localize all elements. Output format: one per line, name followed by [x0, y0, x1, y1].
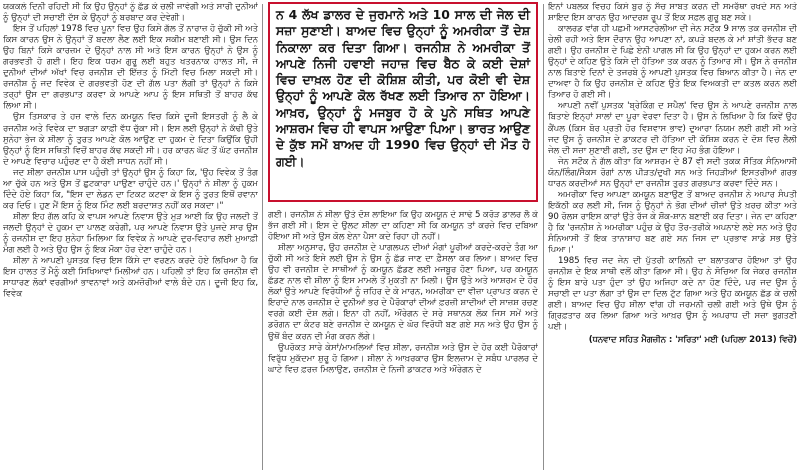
paragraph: ਇਸ ਤੋਂ ਪਹਿਲਾਂ 1978 ਵਿਚ ਪੂਨਾ ਵਿਚ ਉਹ ਕਿਸੇ ਗੱਲ ਤੋਂ ਨਾਰਾਜ਼ ਹੋ ਚੁੱਕੀ ਸੀ ਅਤੇ ਕਿਸ ਕਾਰਨ ਉਸ ਨੇ ਉਨ੍ਹਾਂ ਤੋਂ ਬਦਲਾ ਲੈਣ ਲਈ ਇਕ ਸਕੀਮ ਬਣਾਈ ਸੀ। ਉਸ ਦਿਨ ਉਹ ਬਿਨਾਂ ਕਿਸੇ ਕਾਰਜ਼ਮ ਦੇ ਉਨ੍ਹਾਂ ਨਾਲ ਸੀ ਅਤੇ ਇਸ ਕਾਰਨ ਉਨ੍ਹਾਂ ਨੇ ਉਸ ਨੂੰ ਗਰਭਵਤੀ ਹੋ ਗਈ। ਇਹ ਇਕ ਧਰਮ ਗੁਰੂ ਲਈ ਬਹੁਤ ਖਤਰਨਾਕ ਹਾਲਤ ਸੀ, ਜੇ ਦੁਨੀਆਂ ਦੀਆਂ ਅੱਖਾਂ ਵਿਚ ਰਜਨੀਸ਼ ਦੀ ਇੱਜ਼ਤ ਨੂੰ ਮਿੱਟੀ ਵਿਚ ਮਿਲਾ ਸਕਦੀ ਸੀ। ਰਜਨੀਸ਼ ਨੂੰ ਜਦ ਵਿਵੇਕ ਦੇ ਗਰਭਵਤੀ ਹੋਣ ਦੀ ਗੱਲ ਪਤਾ ਲੱਗੀ ਤਾਂ ਉਨ੍ਹਾਂ ਨੇ ਕਿਸੇ ਤਰ੍ਹਾਂ ਉਸ ਦਾ ਗਰਭਪਾਤ ਕਰਵਾ ਕੇ ਆਪਣੇ ਆਪ ਨੂੰ ਇਸ ਸਥਿਤੀ ਤੋਂ ਬਾਹਰ ਕੱਢ ਲਿਆ ਸੀ। — [3, 24, 258, 112]
highlight-box — [268, 2, 538, 202]
highlight-text: ਨ 4 ਲੱਖ ਡਾਲਰ ਦੇ ਜੁਰਮਾਨੇ ਅਤੇ 10 ਸਾਲ ਦੀ ਜੇਲ ਦੀ ਸਜ਼ਾ ਸੁਣਾਈ। ਬਾਅਦ ਵਿਚ ਉਨ੍ਹਾਂ ਨੂੰ ਅਮਰੀਕਾ ਤੋਂ ਦੇਸ਼ ਨਿਕਾਲਾ ਕਰ ਦਿਤਾ ਗਿਆ। ਰਜਨੀਸ਼ ਨੇ ਅਮਰੀਕਾ ਤੋਂ ਆਪਣੇ ਨਿਜੀ ਹਵਾਈ ਜਹਾਜ਼ ਵਿਚ ਬੈਠ ਕੇ ਕਈ ਦੇਸ਼ਾਂ ਵਿਚ ਦਾਖ਼ਲ ਹੋਣ ਦੀ ਕੋਸ਼ਿਸ਼ ਕੀਤੀ, ਪਰ ਕੋਈ ਵੀ ਦੇਸ਼ ਉਨ੍ਹਾਂ ਨੂੰ ਆਪਣੇ ਕੋਲ ਰੱਖਣ ਲਈ ਤਿਆਰ ਨਾ ਹੋਇਆ। ਆਖ਼ਰ, ਉਨ੍ਹਾਂ ਨੂੰ ਮਜਬੂਰ ਹੋ ਕੇ ਪੂਨੇ ਸਥਿਤ ਆਪਣੇ ਆਸ਼ਰਮ ਵਿਚ ਹੀ ਵਾਪਸ ਆਉਣਾ ਪਿਆ। ਭਾਰਤ ਆਉਣ ਦੇ ਕੁੱਝ ਸਮੇਂ ਬਾਅਦ ਹੀ 1990 ਵਿਚ ਉਨ੍ਹਾਂ ਦੀ ਮੌਤ ਹੋ ਗਈ। — [276, 7, 530, 169]
column-divider — [543, 4, 544, 470]
paragraph: ਸ਼ੀਲਾ ਨੇ ਆਪਣੀ ਪੁਸਤਕ ਵਿਚ ਇਸ ਕਿੱਸੇ ਦਾ ਵਰਣਨ ਕਰਦੇ ਹੋਏ ਲਿਖਿਆ ਹੈ ਕਿ ਇਸ ਹਾਲਤ ਤੋਂ ਮੈਨੂੰ ਕਈ ਸਿਖਿਆਵਾਂ ਮਿਲੀਆਂ ਹਨ। ਪਹਿਲੀ ਤਾਂ ਇਹ ਕਿ ਰਜਨੀਸ਼ ਵੀ ਸਾਧਾਰਣ ਲੋਕਾਂ ਵਰਗੀਆਂ ਭਾਵਨਾਵਾਂ ਅਤੇ ਕਮਜ਼ੋਰੀਆਂ ਵਾਲੇ ਬੰਦੇ ਹਨ। ਦੂਜੀ ਇਹ ਕਿ, ਵਿਵੇਕ — [3, 256, 258, 300]
paragraph: ਉਪਰੋਕਤ ਸਾਰੇ ਕੇਸਾਂ/ਮਾਮਲਿਆਂ ਵਿਚ ਸ਼ੀਲਾ, ਰਜਨੀਸ਼ ਅਤੇ ਉਸ ਦੇ ਹੋਰ ਕਈ ਪੈਰੋਕਾਰਾਂ ਵਿਰੁੱਧ ਮੁਕੱਦਮਾ ਸ਼ੁਰੂ ਹੋ ਗਿਆ। ਸ਼ੀਲਾ ਨੇ ਆਖ਼ਰਕਾਰ ਉਸ ਇਲਜ਼ਾਮ ਦੇ ਸਬੰਧ ਪਾਰਲਰ ਦੇ ਘਾਟੇ ਵਿਚ ਫ਼ਰਜ਼ ਮਿਲਾਉਣ, ਰਜਨੀਸ਼ ਦੇ ਨਿਜੀ ਡਾਕਟਰ ਅਤੇ ਔਰੇਗਨ ਦੇ — [268, 342, 538, 375]
paragraph: ਗਈ। ਰਜਨੀਸ਼ ਨੇ ਸ਼ੀਲਾ ਉਤੇ ਦੋਸ਼ ਲਾਇਆ ਕਿ ਉਹ ਕਮਯੂਨ ਦੇ ਸਾਢੇ 5 ਕਰੋੜ ਡਾਲਰ ਲੈ ਕੇ ਭੱਜ ਗਈ ਸੀ। ਇਸ ਦੇ ਉਲਟ ਸ਼ੀਲਾ ਦਾ ਕਹਿਣਾ ਸੀ ਕਿ ਕਮਯੂਨ ਤਾਂ ਕਰਜ਼ੇ ਵਿਚ ਦਬਿਆ ਹੋਇਆ ਸੀ ਅਤੇ ਉਸ ਕੋਲ ਏਨਾ ਪੈਸਾ ਕਦੇ ਰਿਹਾ ਹੀ ਨਹੀਂ। — [268, 210, 538, 243]
paragraph: ਸ਼ੀਲਾ ਅਨੁਸਾਰ, ਉਹ ਰਜਨੀਸ਼ ਦੇ ਪਾਗਲਪਨ ਦੀਆਂ ਮੰਗਾਂ ਪੂਰੀਆਂ ਕਰਦੇ-ਕਰਦੇ ਤੰਗ ਆ ਚੁੱਕੀ ਸੀ ਅਤੇ ਇਸੇ ਲਈ ਉਸ ਨੇ ਉਸ ਨੂੰ ਛੱਡ ਜਾਣ ਦਾ ਫ਼ੈਸਲਾ ਕਰ ਲਿਆ। ਬਾਅਦ ਵਿਚ ਉਹ ਵੀ ਰਜਨੀਸ਼ ਦੇ ਸਾਥੀਆਂ ਨੂੰ ਕਮਯੂਨ ਛੱਡਣ ਲਈ ਮਜਬੂਰ ਹੋਣਾ ਪਿਆ, ਪਰ ਕਮਯੂਨ ਛੱਡਣ ਨਾਲ ਵੀ ਸ਼ੀਲਾ ਨੂੰ ਇਸ ਮਾਮਲੇ ਤੋਂ ਮੁਕਤੀ ਨਾ ਮਿਲੀ। ਉਸ ਉਤੇ ਅਤੇ ਆਸ਼ਰਮ ਦੇ ਹੋਰ ਲੋਕਾਂ ਉਤੇ ਆਪਣੇ ਵਿਰੋਧੀਆਂ ਨੂੰ ਜ਼ਹਿਰ ਦੇ ਕੇ ਮਾਰਨ, ਅਮਰੀਕਾ ਦਾ ਵੀਜ਼ਾ ਪ੍ਰਾਪਤ ਕਰਨ ਦੇ ਇਰਾਦੇ ਨਾਲ ਰਜਨੀਸ਼ ਦੇ ਦੁਨੀਆਂ ਭਰ ਦੇ ਪੈਰੋਕਾਰਾਂ ਦੀਆਂ ਫ਼ਰਜ਼ੀ ਸ਼ਾਦੀਆਂ ਦੀ ਸਾਜ਼ਸ਼ ਰਚਣ ਵਰਗੇ ਕਈ ਦੋਸ਼ ਲਗੇ। ਇਨਾ ਹੀ ਨਹੀਂ, ਔਰੇਗਨ ਦੇ ਸਰੇ ਸਥਾਨਕ ਲੋਕ ਜਿਸ ਸਮੇਂ ਅਤੇ ਡਰੋਗਨ ਦਾ ਕੰਟਰ ਬਣੇ ਰਜਨੀਸ਼ ਦੇ ਕਮਯੂਨ ਦੇ ਘੋਰ ਵਿਰੋਧੀ ਬਣ ਗਏ ਸਨ ਅਤੇ ਉਹ ਉਸ ਨੂੰ ਉਥੋਂ ਬੰਦ ਕਰਨ ਦੀ ਮੰਗ ਕਰਨ ਲੱਗੇ। — [268, 243, 538, 342]
article-column-middle — [268, 210, 538, 471]
paragraph: 1985 ਵਿਚ ਜਦ ਜੇਨ ਦੀ ਪੁੱਤਰੀ ਕਾਲਿਨੀ ਦਾ ਬਲਾਤਕਾਰ ਹੋਇਆ ਤਾਂ ਉਹ ਰਜਨੀਸ਼ ਦੇ ਇਕ ਸਾਥੀ ਵਲੋਂ ਕੀਤਾ ਗਿਆ ਸੀ। ਉਹ ਨੇ ਸੋਚਿਆ ਕਿ ਜੇਕਰ ਰਜਨੀਸ਼ ਨੂੰ ਇਸ ਬਾਰੇ ਪਤਾ ਹੁੰਦਾ ਤਾਂ ਉਹ ਅਜਿਹਾ ਕਦੇ ਨਾ ਹੋਣ ਦਿੰਦੇ, ਪਰ ਜਦ ਉਸ ਨੂੰ ਸਚਾਈ ਦਾ ਪਤਾ ਲੱਗਾ ਤਾਂ ਉਸ ਦਾ ਦਿਲ ਟੁੱਟ ਗਿਆ ਅਤੇ ਉਹ ਕਮਯੂਨ ਛੱਡ ਕੇ ਚਲੀ ਗਈ। ਬਾਅਦ ਵਿਚ ਉਹ ਸ਼ੀਲਾ ਵਾਂਗ ਹੀ ਜਰਮਨੀ ਚਲੀ ਗਈ ਅਤੇ ਉਥੇ ਉਸ ਨੂੰ ਗ੍ਰਿਫ਼ਤਾਰ ਕਰ ਲਿਆ ਗਿਆ ਅਤੇ ਆਖ਼ਰ ਉਸ ਨੂੰ ਅਪਰਾਧ ਦੀ ਸਜ਼ਾ ਭੁਗਤਣੀ ਪਈ। — [548, 256, 797, 333]
article-column-left — [3, 2, 258, 472]
source-credit: (ਧਨਵਾਦ ਸਹਿਤ ਮੈਗਜ਼ੀਨ : 'ਸਰਿਤਾ' ਮਈ (ਪਹਿਲਾ 2013) ਵਿਚੋਂ) — [588, 335, 797, 346]
paragraph: ਕਾਲਰਡ ਵਾਂਗ ਹੀ ਪਛਮੀ ਆਸਟਰੇਲੀਆ ਦੀ ਜੇਨ ਸਟੌਕ 9 ਸਾਲ ਤਕ ਰਜਨੀਸ਼ ਦੀ ਚੇਲੀ ਰਹੀ ਅਤੇ ਇਸ ਦੌਰਾਨ ਉਹ ਆਪਣਾ ਨਾਂ, ਕਪੜੇ ਬਦਲ ਕੇ ਮਾਂ ਸ਼ਾਂਤੀ ਭੱਦਰ ਬਣ ਗਈ। ਉਹ ਰਜਨੀਸ਼ ਦੇ ਪਿਛੇ ਏਨੀ ਪਾਗਲ ਸੀ ਕਿ ਉਹ ਉਨ੍ਹਾਂ ਦਾ ਹੁਕਮ ਕਰਨ ਲਈ ਉਨ੍ਹਾਂ ਦੇ ਕਹਿਣ ਉਤੇ ਕਿਸੇ ਦੀ ਹੱਤਿਆ ਤਕ ਕਰਨ ਨੂੰ ਤਿਆਰ ਸੀ। ਉਸ ਨੇ ਰਜਨੀਸ਼ ਨਾਲ ਬਿਤਾਏ ਦਿਨਾਂ ਦੇ ਤਜਰਬੇ ਨੂੰ ਆਪਣੀ ਪੁਸਤਕ ਵਿਚ ਬਿਆਨ ਕੀਤਾ ਹੈ। ਜੇਨ ਦਾ ਦਾਅਵਾ ਹੈ ਕਿ ਉਹ ਰਜਨੀਸ਼ ਦੇ ਕਹਿਣ ਉਤੇ ਇਕ ਵਿਅਕਤੀ ਦਾ ਕਤਲ ਕਰਨ ਲਈ ਤਿਆਰ ਹੋ ਗਈ ਸੀ। — [548, 24, 797, 101]
paragraph: ਯਕਕਲੇ ਦਿਨੀ ਰਹਿਦੀ ਸੀ ਕਿ ਉਹ ਉਨ੍ਹਾਂ ਨੂੰ ਛੱਡ ਕੇ ਚਲੀ ਜਾਵੇਗੀ ਅਤੇ ਸਾਰੀ ਦੁਨੀਆਂ ਨੂੰ ਉਨ੍ਹਾਂ ਦੀ ਸਚਾਈ ਦੱਸ ਕੇ ਉਨ੍ਹਾਂ ਨੂੰ ਬਰਬਾਦ ਕਰ ਦੇਵੇਗੀ। — [3, 2, 258, 24]
paragraph: ਜੇਨ ਸਟੌਕ ਨੇ ਗੱਲ ਕੀਤਾ ਕਿ ਆਸ਼ਰਮ ਦੇ 87 ਵੀ ਸਦੀ ਤਕਕ ਸੌਤਿਕ ਸੰਨਿਆਸੀ ਯੋਨ/ਲਿੰਗ/ਸੈਕਸ ਰੋਗਾਂ ਨਾਲ ਪੀੜਤ/ਦੁਖੀ ਸਨ ਅਤੇ ਜਿਹੜੀਆਂ ਇਸਤਰੀਆਂ ਗਰਭ ਧਾਰਨ ਕਰਦੀਆਂ ਸਨ ਉਨ੍ਹਾਂ ਦਾ ਰਜਨੀਸ਼ ਤੁਰਤ ਗਰਭਪਾਤ ਕਰਵਾ ਦਿੰਦੇ ਸਨ। — [548, 156, 797, 189]
paragraph: ਇਨਾਂ ਪਬਲਕ ਵਿਚਹ ਕਿਸੇ ਬੁਰ ਨੂੰ ਸੱਚ ਸਾਬਤ ਕਰਨ ਦੀ ਸਮਰੱਥਾ ਰਖਦੇ ਸਨ ਅਤੇ ਸ਼ਾਇਦ ਇਸ ਕਾਰਨ ਉਹ ਆਦਰਸ਼ ਰੂਪ ਤੋਂ ਇਕ ਸਫ਼ਲ ਗੁਰੂ ਬਣ ਸਕੇ। — [548, 2, 797, 24]
column-divider — [262, 4, 263, 470]
paragraph: ਅਮਰੀਕਾ ਵਿਚ ਆਪਣਾ ਕਮਯੂਨ ਬਣਾਉਣ ਤੋਂ ਬਾਅਦ ਰਜਨੀਸ਼ ਨੇ ਅਪਾਰ ਸੰਪਤੀ ਇਕੱਠੀ ਕਰ ਲਈ ਸੀ, ਜਿਸ ਨੂੰ ਉਨ੍ਹਾਂ ਨੇ ਭੋਗ ਦੀਆਂ ਚੀਜ਼ਾਂ ਉਤੇ ਖ਼ਰਚ ਕੀਤਾ ਅਤੇ 90 ਰੋਲਸ ਰਾਇਸ ਕਾਰਾਂ ਉਤੇ ਰੱਜ ਕੇ ਸ਼ੌਕ-ਸ਼ਾਨ ਬਣਾਈ ਕਰ ਦਿਤਾ। ਜੇਨ ਦਾ ਕਹਿਣਾ ਹੈ ਕਿ 'ਰਜਨੀਸ਼ ਨੇ ਅਮਰੀਕਾ ਪਹੁੰਚ ਕੇ ਉਹ ਤੌਰ-ਤਰੀਕੇ ਅਪਨਾਏ ਲਏ ਸਨ ਅਤੇ ਉਹ ਸੰਨਿਆਸੀ ਤੋਂ ਇਕ ਤਾਨਾਸ਼ਾਹ ਬਣ ਗਏ ਸਨ ਜਿਸ ਦਾ ਪ੍ਰਭਾਵ ਸਾਡੇ ਸਭ ਉਤੇ ਪਿਆ।' — [548, 189, 797, 256]
article-column-right — [548, 2, 797, 472]
paragraph: ਸ਼ੀਲਾ ਇਹ ਗੱਲ ਕਹਿ ਕੇ ਵਾਪਸ ਆਪਣੇ ਨਿਵਾਸ ਉਤੇ ਮੁੜ ਆਈ ਕਿ ਉਹ ਜਲਦੀ ਤੋਂ ਜਲਦੀ ਉਨ੍ਹਾਂ ਦੇ ਹੁਕਮ ਦਾ ਪਾਲਣ ਕਰੇਗੀ, ਪਰ ਆਪਣੇ ਨਿਵਾਸ ਉਤੇ ਪੁਜਦੇ ਸਾਰ ਉਸ ਨੂੰ ਰਜਨੀਸ਼ ਦਾ ਇਹ ਸੁਨੇਹਾ ਮਿਲਿਆ ਕਿ ਵਿਵੇਕ ਨੇ ਆਪਣੇ ਦੁਰ-ਵਿਹਾਰ ਲਈ ਮੁਆਫ਼ੀ ਮੰਗ ਲਈ ਹੈ ਅਤੇ ਉਹ ਉਸ ਨੂੰ ਇਕ ਮੌਕਾ ਹੋਰ ਦੇਣਾ ਚਾਹੁੰਦੇ ਹਨ। — [3, 211, 258, 256]
paragraph: ਜਦ ਸ਼ੀਲਾ ਰਜਨੀਸ਼ ਪਾਸ ਪਹੁੰਚੀ ਤਾਂ ਉਨ੍ਹਾਂ ਉਸ ਨੂੰ ਕਿਹਾ ਕਿ, 'ਉਹ ਵਿਵੇਕ ਤੋਂ ਤੰਗ ਆ ਚੁੱਕੇ ਹਨ ਅਤੇ ਉਸ ਤੋਂ ਛੁਟਕਾਰਾ ਪਾਉਣਾ ਚਾਹੁੰਦੇ ਹਨ।' ਉਨ੍ਹਾਂ ਨੇ ਸ਼ੀਲਾ ਨੂੰ ਹੁਕਮ ਦਿੰਦੇ ਹੋਏ ਕਿਹਾ ਕਿ, "ਇਸ ਦਾ ਲੇਡਨ ਦਾ ਟਿਕਟ ਕਟਵਾ ਕੇ ਇਸ ਨੂੰ ਤੁਰਤ ਇਥੋਂ ਰਵਾਨਾ ਕਰ ਦਿਓ। ਹੁਣ ਮੈਂ ਇਸ ਨੂੰ ਇਕ ਮਿੰਟ ਲਈ ਬਰਦਾਸ਼ਤ ਨਹੀਂ ਕਰ ਸਕਦਾ।" — [3, 167, 258, 211]
paragraph: ਆਪਣੀ ਨਵੀਂ ਪੁਸਤਕ 'ਬ੍ਰੇਕਿੰਗ ਦ ਸਪੈਲ' ਵਿਚ ਉਸ ਨੇ ਆਪਣੇ ਰਜਨੀਸ਼ ਨਾਲ ਬਿਤਾਏ ਇਨ੍ਹਾਂ ਸਾਲਾਂ ਦਾ ਪੂਰਾ ਵੇਰਵਾ ਦਿਤਾ ਹੈ। ਉਸ ਨੇ ਲਿਖਿਆ ਹੈ ਕਿ ਕਿਵੇਂ ਉਹ ਕੈਂਪਲ (ਕਿਸ ਬੋਰ ਪ੍ਰਤੀ ਹੋਰ ਵਿਸ਼ਵਾਸ ਭਾਵ) ਦੁਆਰਾ ਨਿਯਮ ਲਈ ਗਈ ਸੀ ਅਤੇ ਜਦ ਉਸ ਨੂੰ ਰਜਨੀਸ਼ ਦੇ ਡਾਕਟਰ ਦੀ ਹੱਤਿਆ ਦੀ ਕੋਸ਼ਿਸ਼ ਕਰਨ ਦੇ ਦੋਸ਼ ਵਿਚ ਲੈਲੀ ਜੇਲ ਦੀ ਸਜ਼ਾ ਸੁਣਾਈ ਗਈ, ਤਦ ਉਸ ਦਾ ਇਹ ਮੋਹ ਭੰਗ ਹੋਇਆ। — [548, 101, 797, 156]
paragraph: ਉਸ ਤਿਸਕਾਰ ਤੇ ਹਜ਼ ਵਾਲੇ ਦਿਨ ਕਮਯੂਨ ਵਿਚ ਕਿਸੇ ਦੂਜੀ ਇਸਤਰੀ ਨੂੰ ਲੈ ਕੇ ਰਜਨੀਸ਼ ਅਤੇ ਵਿਵੇਕ ਦਾ ਝਗੜਾ ਕਾਫ਼ੀ ਵੱਧ ਚੁੱਕਾ ਸੀ। ਇਸ ਲਈ ਉਨ੍ਹਾਂ ਨੇ ਕੱਢੀ ਉਤੇ ਸੁਨੇਹਾ ਭੇਜ ਕੇ ਸ਼ੀਲਾ ਨੂੰ ਤੁਰਤ ਆਪਣੇ ਕੋਲ ਆਉਣ ਦਾ ਹੁਕਮ ਦੇ ਦਿਤਾ ਕਿਉਂਕਿ ਉਹੀ ਉਨ੍ਹਾਂ ਨੂੰ ਇਸ ਸਥਿਤੀ ਵਿਚੋਂ ਬਾਹਰ ਕੱਢ ਸਕਦੀ ਸੀ। ਹਰ ਕਾਰਨ ਘੱਟ ਤੋਂ ਘੱਟ ਰਜਨੀਸ਼ ਦੇ ਆਪਣੇ ਵਿਚਾਰ ਪਹੁੰਚਣ ਦਾ ਹੈ ਕੋਈ ਸਾਧਨ ਨਹੀਂ ਸੀ। — [3, 112, 258, 167]
